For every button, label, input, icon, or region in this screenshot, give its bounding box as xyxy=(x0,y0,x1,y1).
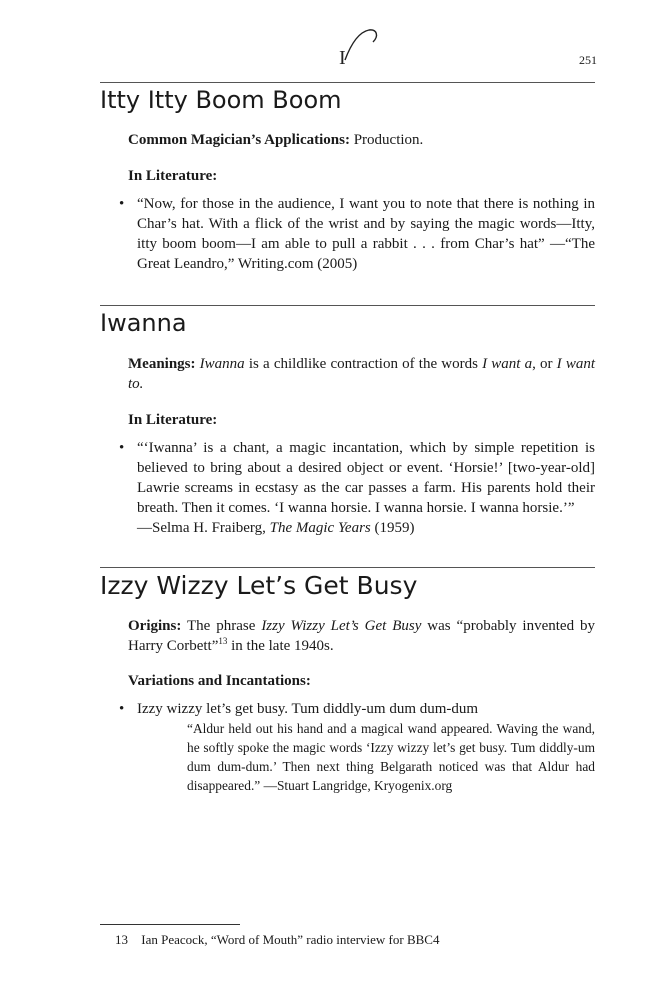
entry-title-itty-itty-boom-boom: Itty Itty Boom Boom xyxy=(100,86,342,114)
entry-title-izzy-wizzy: Izzy Wizzy Let’s Get Busy xyxy=(100,571,418,600)
footnote-number: 13 xyxy=(115,932,128,947)
variations-heading xyxy=(128,671,595,691)
bullet-icon: • xyxy=(119,440,125,456)
literature-heading xyxy=(128,410,595,430)
bullet-icon: • xyxy=(119,196,125,212)
bullet-icon: • xyxy=(119,701,125,717)
quote-text: “Now, for those in the audience, I want you to note that there is nothing in Char’s hat. With a flick of the wrist and by saying the magic words—Itty, itty boom boom—I am able to pull a rabbit . . . from Char’s hat” —“The Great Leandro,” Writing.com (2005) xyxy=(137,196,595,272)
meanings-text-2: , or xyxy=(532,356,557,372)
variation-quote: “Aldur held out his hand and a magical wand appeared. Waving the wand, he softly spoke the magic words ‘Izzy wizzy let’s get busy. Tum diddly-um dum dum-dum.’ Then next thing Belgarath noticed was that Aldur had disappeared.” —Stuart Langridge, Kryogenix.org xyxy=(187,721,595,793)
footnote xyxy=(115,932,439,948)
letter-mark-text: I xyxy=(339,47,346,68)
variation-text: Izzy wizzy let’s get busy. Tum diddly-um dum dum-dum xyxy=(137,701,479,717)
entry-divider xyxy=(100,305,595,306)
meanings-phrase-1: I want a xyxy=(482,356,533,372)
entry-divider xyxy=(100,567,595,568)
entry-title-iwanna: Iwanna xyxy=(100,309,187,337)
variation-line xyxy=(119,699,595,719)
literature-quote xyxy=(119,438,595,538)
origins-text-3: in the late 1940s. xyxy=(227,638,334,654)
applications-value: Production. xyxy=(353,132,424,148)
meanings-label: Meanings: xyxy=(128,356,196,372)
footnote-text: Ian Peacock, “Word of Mouth” radio interview for BBC4 xyxy=(141,932,440,947)
applications-label: Common Magician’s Applications: xyxy=(128,132,350,148)
variations-heading-text: Variations and Incantations: xyxy=(128,673,311,689)
footnote-divider xyxy=(100,924,240,925)
origins-text-2: was “probably invented by Harry Corbett” xyxy=(128,618,596,654)
applications-line xyxy=(128,130,595,150)
literature-quote xyxy=(119,194,595,274)
section-letter-mark xyxy=(337,24,383,68)
literature-heading-text: In Literature: xyxy=(128,412,218,428)
meanings-phrase-2: I want to. xyxy=(128,356,596,392)
quote-attribution: —Selma H. Fraiberg, xyxy=(137,520,270,536)
origins-label: Origins: xyxy=(128,618,182,634)
list-item xyxy=(119,699,595,719)
origins-text-1: The phrase xyxy=(187,618,262,634)
quote-text: “‘Iwanna’ is a chant, a magic incantation, which by simple repetition is believed to bring about a desired object or event. ‘Horsie!’ [two-year-old] Lawrie screams in ecstasy as the car passes a farm. His parents hold their breath. Then it comes. ‘I wanna horsie. I wanna horsie. I wanna horsie.’” xyxy=(137,440,595,516)
meanings-word: Iwanna xyxy=(199,356,245,372)
literature-heading xyxy=(128,166,595,186)
footnote-ref[interactable]: 13 xyxy=(218,636,228,646)
origins-phrase: Izzy Wizzy Let’s Get Busy xyxy=(261,618,422,634)
entry-divider xyxy=(100,82,595,83)
origins-paragraph xyxy=(128,616,595,656)
list-item xyxy=(119,438,595,538)
quote-source: The Magic Years xyxy=(269,520,371,536)
page-number: 251 xyxy=(579,53,597,67)
quote-year: (1959) xyxy=(370,520,415,536)
meanings-text-1: is a childlike contraction of the words xyxy=(244,356,483,372)
list-item xyxy=(119,194,595,274)
literature-heading-text: In Literature: xyxy=(128,168,218,184)
meanings-paragraph xyxy=(128,354,595,394)
